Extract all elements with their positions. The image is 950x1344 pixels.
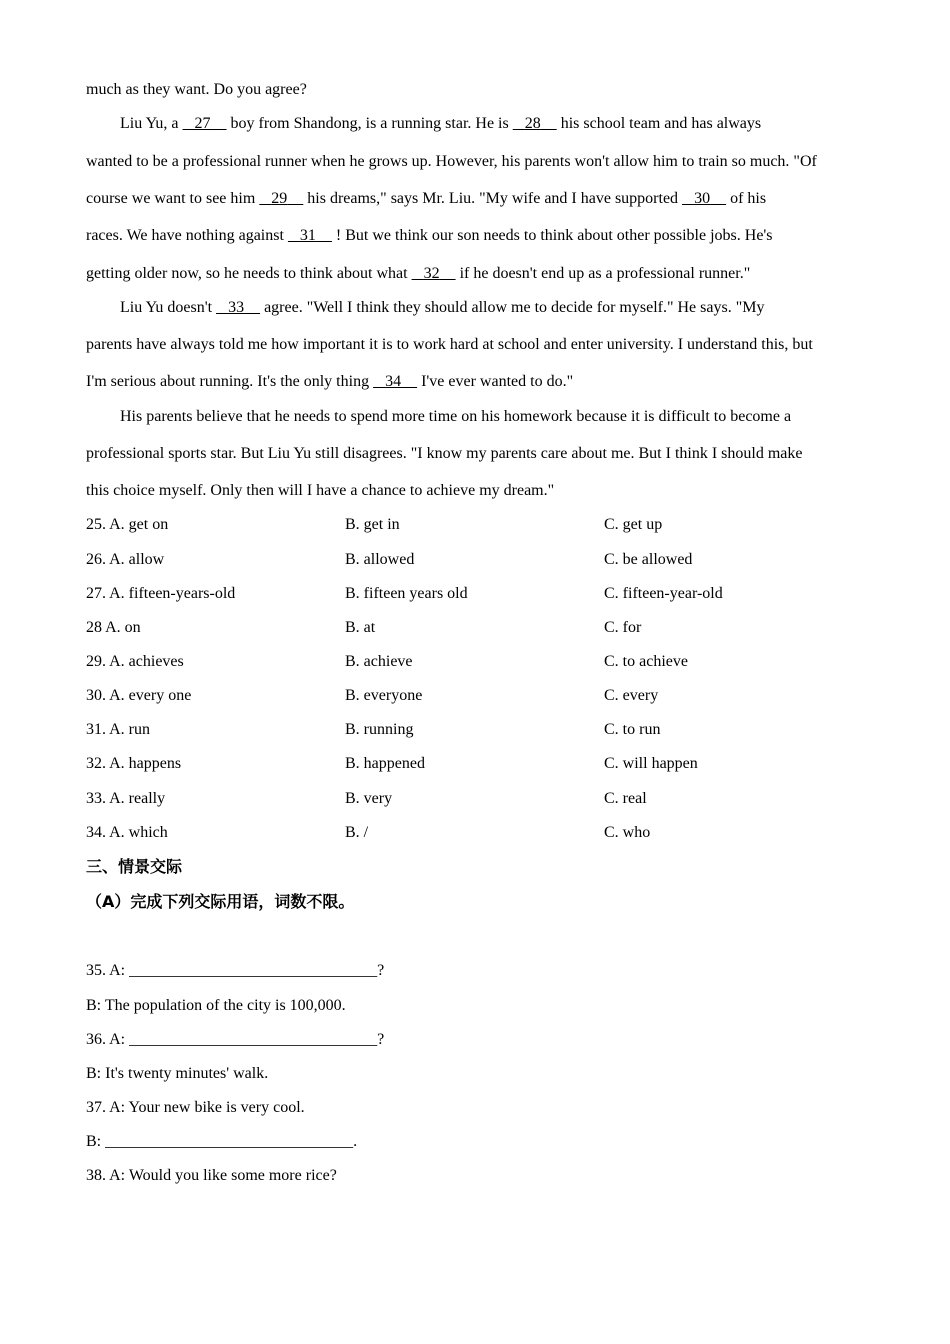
option-b: B. running [345, 721, 414, 738]
text: I'm serious about running. It's the only thing [86, 373, 374, 390]
option-b: B. / [345, 824, 369, 841]
option-a: 27. A. fifteen-years-old [86, 585, 236, 602]
option-c: C. who [604, 824, 651, 841]
text: course we want to see him [86, 190, 260, 207]
option-b: B. at [345, 619, 376, 636]
dialogue-line: B: The population of the city is 100,000. [86, 997, 346, 1014]
option-c: C. will happen [604, 755, 698, 772]
option-b: B. fifteen years old [345, 585, 468, 602]
paragraph-3-line: this choice myself. Only then will I have a chance to achieve my dream." [86, 482, 555, 499]
text: his school team and has always [556, 115, 762, 132]
section-title: 三、情景交际 [86, 857, 183, 876]
option-a: 32. A. happens [86, 755, 182, 772]
paragraph-3-line: His parents believe that he needs to spend more time on his homework because it is difficult to become a [120, 408, 792, 425]
option-a: 26. A. allow [86, 551, 165, 568]
dialogue-line: 36. A: _______________________________? [86, 1031, 385, 1048]
option-row [86, 823, 866, 843]
option-c: C. fifteen-year-old [604, 585, 723, 602]
paragraph-1-line [86, 264, 750, 284]
blank-31: 31 [299, 227, 316, 244]
text: Liu Yu doesn't [120, 299, 217, 316]
option-c: C. every [604, 687, 659, 704]
option-b: B. allowed [345, 551, 415, 568]
text: boy from Shandong, is a running star. He is [226, 115, 513, 132]
paragraph-2-line [86, 298, 764, 318]
blank-27: 27 [194, 115, 211, 132]
option-row [86, 789, 866, 809]
blank-30: 30 [694, 190, 711, 207]
text: getting older now, so he needs to think about what [86, 265, 412, 282]
text: his dreams," says Mr. Liu. "My wife and I have supported [303, 190, 683, 207]
option-b: B. get in [345, 516, 400, 533]
paragraph-3-line: professional sports star. But Liu Yu still disagrees. "I know my parents care about me. But I think I should make [86, 445, 803, 462]
option-c: C. to achieve [604, 653, 688, 670]
passage-line: much as they want. Do you agree? [86, 81, 307, 98]
option-c: C. for [604, 619, 642, 636]
dialogue-line: B: _______________________________. [86, 1133, 358, 1150]
option-row [86, 515, 866, 535]
option-b: B. very [345, 790, 393, 807]
text: races. We have nothing against [86, 227, 288, 244]
blank-29: 29 [271, 190, 288, 207]
option-row [86, 618, 866, 638]
text: Liu Yu, a [120, 115, 183, 132]
option-b: B. achieve [345, 653, 413, 670]
text: ! But we think our son needs to think about other possible jobs. He's [331, 227, 773, 244]
blank-28: 28 [524, 115, 541, 132]
option-a: 30. A. every one [86, 687, 192, 704]
dialogue-line: B: It's twenty minutes' walk. [86, 1065, 269, 1082]
text: if he doesn't end up as a professional runner." [455, 265, 751, 282]
option-a: 29. A. achieves [86, 653, 184, 670]
paragraph-2-line [86, 372, 573, 392]
dialogue-line: 37. A: Your new bike is very cool. [86, 1099, 305, 1116]
option-b: B. happened [345, 755, 425, 772]
option-b: B. everyone [345, 687, 423, 704]
blank-32: 32 [423, 265, 440, 282]
blank-34: 34 [385, 373, 402, 390]
option-a: 28 A. on [86, 619, 141, 636]
text: I've ever wanted to do." [417, 373, 574, 390]
option-c: C. get up [604, 516, 663, 533]
option-row [86, 686, 866, 706]
blank-33: 33 [228, 299, 245, 316]
option-a: 31. A. run [86, 721, 150, 738]
option-a: 25. A. get on [86, 516, 169, 533]
dialogue-line: 35. A: _______________________________? [86, 962, 385, 979]
option-a: 34. A. which [86, 824, 168, 841]
option-c: C. real [604, 790, 647, 807]
dialogue-line: 38. A: Would you like some more rice? [86, 1167, 337, 1184]
paragraph-2-line: parents have always told me how important it is to work hard at school and enter university. I understand this, but [86, 336, 813, 353]
option-row [86, 584, 866, 604]
paragraph-1-line [86, 114, 761, 134]
text: agree. "Well I think they should allow me to decide for myself." He says. "My [260, 299, 765, 316]
paragraph-1-line [86, 226, 773, 246]
option-row [86, 720, 866, 740]
option-row [86, 652, 866, 672]
option-row [86, 550, 866, 570]
text: of his [726, 190, 767, 207]
section-subtitle: （A）完成下列交际用语，词数不限。 [86, 892, 355, 911]
option-c: C. be allowed [604, 551, 693, 568]
paragraph-1-line: wanted to be a professional runner when he grows up. However, his parents won't allow him to train so much. "Of [86, 153, 817, 170]
option-c: C. to run [604, 721, 661, 738]
option-a: 33. A. really [86, 790, 166, 807]
option-row [86, 754, 866, 774]
paragraph-1-line [86, 189, 766, 209]
